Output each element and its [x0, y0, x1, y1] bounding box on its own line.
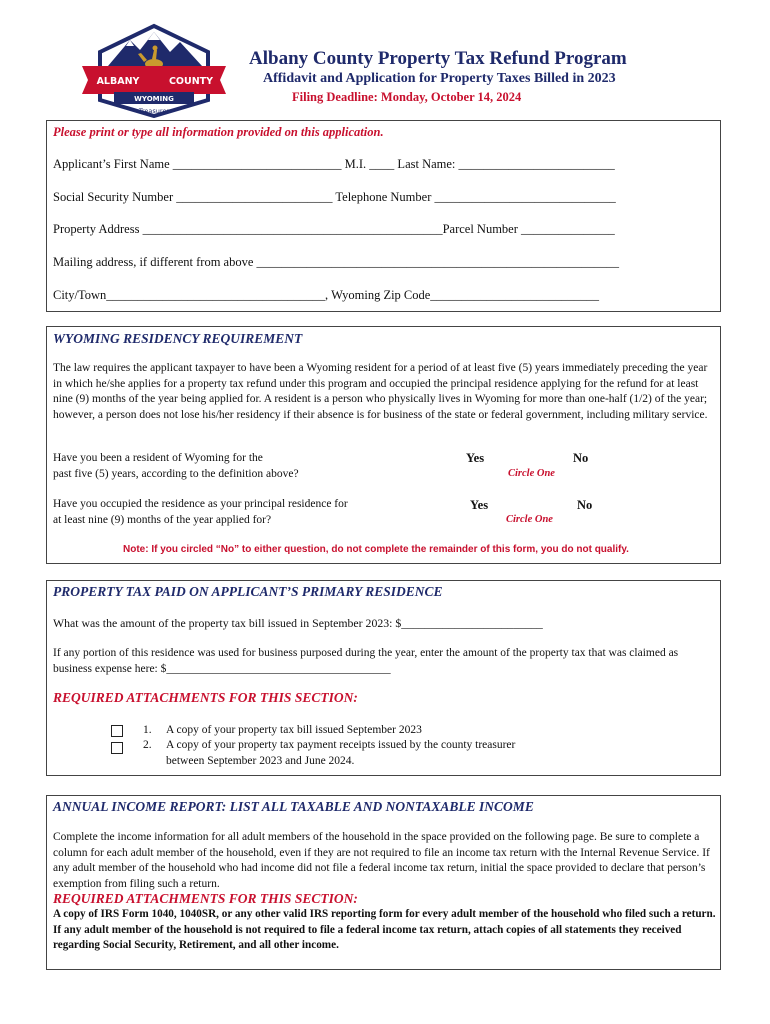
tax-attachments-heading: REQUIRED ATTACHMENTS FOR THIS SECTION:: [53, 690, 358, 705]
income-heading: ANNUAL INCOME REPORT: LIST ALL TAXABLE AND NONTAXABLE INCOME: [53, 799, 534, 814]
residency-question-1: [53, 451, 299, 482]
page-subtitle: Affidavit and Application for Property Taxes Billed in 2023: [263, 71, 616, 86]
attachment-item-2: [143, 738, 563, 769]
logo-band-text: WYOMING: [134, 95, 174, 103]
page-title: Albany County Property Tax Refund Program: [249, 48, 627, 69]
q1-circle-one: Circle One: [508, 468, 555, 479]
attachment-item-1-number: 1.: [143, 724, 152, 736]
city-zip-field[interactable]: City/Town___________________________________, Wyoming Zip Code___________________________: [53, 288, 600, 302]
filing-deadline: Filing Deadline: Monday, October 14, 2024: [292, 90, 522, 104]
instruction-text: Please print or type all information provided on this application.: [53, 125, 384, 139]
q1-yes-option[interactable]: Yes: [466, 451, 485, 465]
residency-question-2: [53, 497, 348, 528]
mailing-address-field[interactable]: Mailing address, if different from above __________________________________________________________: [53, 255, 620, 269]
question-2-line-2: at least nine (9) months of the year applied for?: [53, 513, 272, 526]
attachment-item-2-text: A copy of your property tax payment receipts issued by the county treasurer between September 2023 and June 2024.: [166, 739, 516, 767]
logo-sub-text: Treasurer: [138, 107, 170, 115]
q2-no-option[interactable]: No: [577, 498, 593, 512]
tax-bill-amount-field[interactable]: What was the amount of the property tax bill issued in September 2023: $________________________: [53, 616, 543, 630]
question-1-line-1: Have you been a resident of Wyoming for the: [53, 452, 263, 464]
attachment-item-2-number: 2.: [143, 739, 152, 751]
property-tax-heading: PROPERTY TAX PAID ON APPLICANT’S PRIMARY RESIDENCE: [53, 584, 443, 599]
income-paragraph: Complete the income information for all adult members of the household in the space provided on the following page. Be sure to complete a column for each adult member of the household, even if they are not required to file an income tax return with the Internal Revenue Service. If any adult member of the household who had income did not file a federal income tax return, initial the space provided to declare that person’s exemption from filing such a return.: [53, 831, 710, 890]
business-expense-field[interactable]: If any portion of this residence was used for business purposed during the year, enter the amount of the property tax that was claimed as business expense here: $_______________________________________: [53, 647, 679, 675]
question-1-line-2: past five (5) years, according to the definition above?: [53, 467, 299, 480]
question-2-line-1: Have you occupied the residence as your principal residence for: [53, 498, 348, 510]
income-attachments-heading: REQUIRED ATTACHMENTS FOR THIS SECTION:: [53, 891, 358, 906]
q1-no-option[interactable]: No: [573, 451, 589, 465]
attachment-item-1: [143, 723, 422, 739]
attachment-checkbox-2[interactable]: [111, 741, 123, 759]
property-address-field[interactable]: Property Address ________________________________________________Parcel Number _______________: [53, 222, 615, 236]
income-attachments-text: A copy of IRS Form 1040, 1040SR, or any other valid IRS reporting form for every adult member of the household who filed such a return. If any adult member of the household is not required to file a federal income tax return, attach copies of all statements they received regarding Social Security, Retirement, and all other income.: [53, 908, 716, 951]
applicant-name-field[interactable]: Applicant’s First Name ___________________________ M.I. ____ Last Name: _________________________: [53, 157, 615, 171]
q2-yes-option[interactable]: Yes: [470, 498, 489, 512]
logo-right-text: COUNTY: [168, 76, 214, 87]
attachment-item-1-text: A copy of your property tax bill issued September 2023: [166, 724, 422, 736]
attachment-checkbox-1[interactable]: [111, 724, 123, 742]
applicant-info-box: [46, 120, 721, 312]
qualification-note: Note: If you circled “No” to either question, do not complete the remainder of this form, you do not qualify.: [123, 544, 629, 555]
residency-heading: WYOMING RESIDENCY REQUIREMENT: [53, 331, 303, 346]
residency-paragraph: The law requires the applicant taxpayer to have been a Wyoming resident for a period of at least five (5) years immediately preceding the year in which he/she applies for a property tax refund under this program and occupied the principal residence applying for the refund for at least nine (9) months of the year being applied for. A resident is a person who physically lives in Wyoming for more than one-half (1/2) of the year; however, a person does not lose his/her residency if their absence is for business of the state or federal government, including military service.: [53, 362, 708, 421]
logo-left-text: ALBANY: [96, 76, 140, 87]
county-logo: [78, 22, 230, 118]
ssn-phone-field[interactable]: Social Security Number _________________________ Telephone Number _____________________________: [53, 190, 616, 204]
q2-circle-one: Circle One: [506, 514, 553, 525]
logo-graphic: [78, 22, 230, 118]
